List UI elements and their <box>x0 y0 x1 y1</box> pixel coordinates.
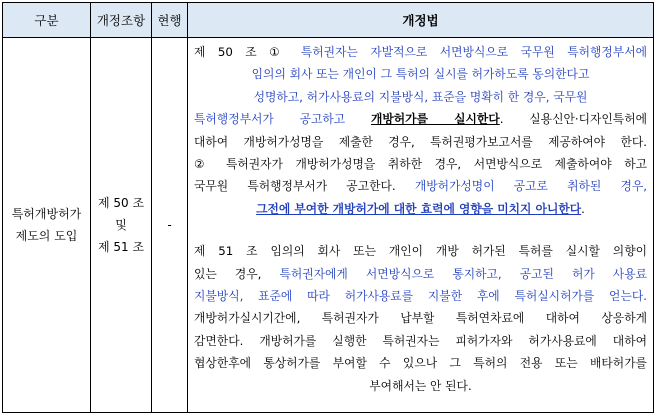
art50-highlight-4: 특허행정부서가 공고하고 <box>194 112 371 127</box>
art50-line-4-tail: . 실용신안·디자인특허에 <box>499 112 647 127</box>
header-current: 현행 <box>152 3 188 38</box>
art50-emphasis-open-license: 개방허가를 실시한다 <box>370 112 500 127</box>
art51-line-4: 개방허가실시기간에, 특허권자가 납부할 특허연차료에 대하여 상응하게 <box>194 311 647 326</box>
art50-line-8 <box>194 198 647 220</box>
article-line-2: 및 <box>115 218 127 232</box>
art51-line-2-head: 있는 경우, <box>194 266 280 281</box>
art50-number: 제 50 조 ① <box>194 45 301 59</box>
current-cell: - <box>152 38 188 413</box>
art50-highlight-1: 특허권자는 자발적으로 서면방식으로 국무원 특허행정부서에 <box>300 45 647 59</box>
art50-line-6: ② 특허권자가 개방허가성명을 취하한 경우, 서면방식으로 제출하여야 하고 <box>194 157 647 172</box>
category-line-1: 특허개방허가 <box>11 207 82 221</box>
category-cell <box>3 38 91 413</box>
art50-line-2: 임의의 회사 또는 개인이 그 특허의 실시를 허가하도록 동의한다고 <box>251 67 590 82</box>
article-line-3: 제 51 조 <box>97 240 145 254</box>
art51-highlight-2: 특허권자에게 서면방식으로 통지하고, 공고된 허가 사용료 <box>279 266 647 281</box>
article-cell <box>91 38 152 413</box>
art51-line-6: 협상한후에 통상허가를 부여할 수 있으나 그 특허의 전용 또는 배타허가를 <box>194 356 647 371</box>
art50-line-7-head: 국무원 특허행정부서가 공고한다. <box>194 179 415 194</box>
revised-law-cell <box>188 38 654 413</box>
law-revision-table <box>2 2 654 413</box>
art50-line-3: 성명하고, 허가사용료의 지불방식, 표준을 명확히 한 경우, 국무원 <box>253 89 588 104</box>
art50-line-4 <box>194 108 647 130</box>
art50-highlight-7: 개방허가성명이 공고로 취하된 경우, <box>414 179 647 194</box>
art50-line-5: 대하여 개방허가성명을 제출한 경우, 특허권평가보고서를 제공하여야 한다. <box>194 134 647 149</box>
art50-emphasis-effect: 그전에 부여한 개방허가에 대한 효력에 영향을 미치지 아니한다 <box>256 201 582 216</box>
article-line-1: 제 50 조 <box>97 196 145 210</box>
category-line-2: 제도의 도입 <box>15 229 78 243</box>
art51-line-3: 지불방식, 표준에 따라 허가사용료를 지불한 후에 특허실시허가를 얻는다. <box>194 289 647 304</box>
header-revised: 개정법 <box>188 3 654 38</box>
art51-line-2 <box>194 263 647 285</box>
table-row <box>3 38 654 413</box>
art51-line-5: 감면한다. 개방허가를 실행한 특허권자는 피허가자와 허가사용료에 대하여 <box>194 333 647 348</box>
art50-line-7 <box>194 175 647 197</box>
header-category: 구분 <box>3 3 91 38</box>
paragraph-gap <box>194 220 647 240</box>
art51-line-1: 제 51 조 임의의 회사 또는 개인이 개방 허가된 특허를 실시할 의향이 <box>194 244 647 259</box>
header-article: 개정조항 <box>91 3 152 38</box>
table-header-row <box>3 3 654 38</box>
law-revision-table-container <box>2 2 653 413</box>
art51-line-7: 부여해서는 안 된다. <box>369 378 472 393</box>
art50-line-1 <box>194 41 647 63</box>
art50-line-8-tail: . <box>581 201 585 216</box>
